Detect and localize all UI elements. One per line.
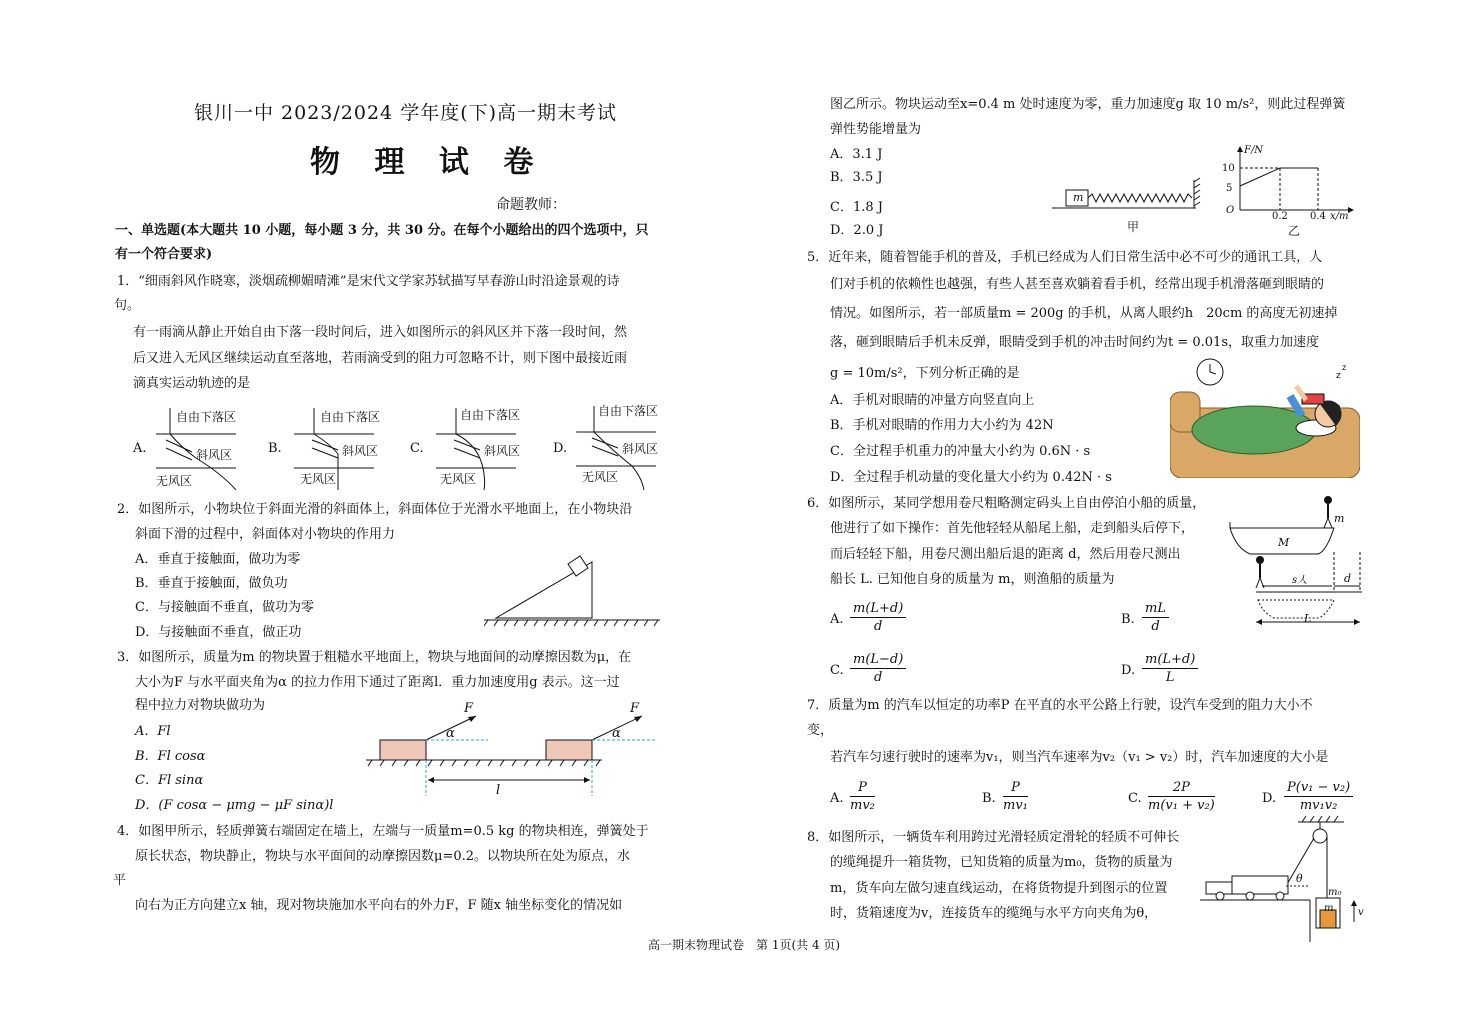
q8-m-label: m [1324,903,1334,914]
q6-boat-mass-label: M [1278,536,1290,549]
zone-nowind-label: 无风区 [156,474,193,488]
zone-free-label: 自由下落区 [320,410,381,424]
q3-line1: 3．如图所示，质量为m 的物块置于粗糙水平地面上，物块与地面间的动摩擦因数为μ，在 [117,650,632,665]
q4-line3: 平 [113,873,127,888]
zone-wind-label: 斜风区 [622,442,659,456]
q4-option-c: C．1.8 J [830,200,883,215]
q1-option-b-label: B. [268,441,282,456]
q7-option-d-denominator: mv₁v₂ [1299,798,1338,813]
q7-line2: 变， [807,723,834,738]
q5-line3: 情况。如图所示，若一部质量m = 200g 的手机，从离人眼约h 20cm 的高度无初速掉 [830,306,1338,321]
q6-option-b-fraction [1142,600,1169,635]
q2-line1: 2．如图所示，小物块位于斜面光滑的斜面体上，斜面体位于光滑水平地面上，在小物块沿 [117,502,633,517]
q3-distance-label: l [496,783,501,798]
q5-option-a: A．手机对眼睛的冲量方向竖直向上 [830,393,1035,408]
q2-incline-figure [484,548,664,628]
q3-alpha-label: α [446,726,455,741]
q6-option-d-fraction [1142,651,1198,686]
graph-y-axis-label: F/N [1244,145,1264,156]
page-footer: 高一期末物理试卷 第 1页(共 4 页) [648,938,841,952]
school-line: 银川一中 2023/2024 学年度(下)高一期末考试 [194,102,618,124]
q7-option-a-label: A. [830,791,844,806]
teacher-line: 命题教师： [496,197,566,213]
q1-line3: 有一雨滴从静止开始自由下落一段时间后，进入如图所示的斜风区并下落一段时间，然 [133,325,628,340]
q6-option-c-denominator: d [874,670,883,685]
q7-option-b-denominator: mv₁ [1003,798,1028,813]
q6-line4: 船长 L. 已知他自身的质量为 m，则渔船的质量为 [830,572,1115,587]
q1-line2: 句。 [114,298,141,313]
q5-line5: g = 10m/s²，下列分析正确的是 [830,366,1020,381]
q7-option-c-numerator: 2P [1148,779,1215,797]
q4-line1: 4．如图甲所示，轻质弹簧右端固定在墙上，左端与一质量m=0.5 kg 的物块相连，弹簧处于 [117,824,649,839]
section1-heading: 一、单选题(本大题共 10 小题，每小题 3 分，共 30 分。在每个小题给出的四个选项中，只 [115,223,649,238]
q1-line4: 后又进入无风区继续运动直至落地，若雨滴受到的阻力可忽略不计，则下图中最接近雨 [133,351,628,366]
q7-option-d-numerator: P(v₁ − v₂) [1284,779,1353,797]
q6-d-label: d [1344,572,1352,585]
zone-nowind-label: 无风区 [582,470,619,484]
q7-line3: 若汽车匀速行驶时的速率为v₁，则当汽车速率为v₂（v₁ > v₂）时，汽车加速度的大小是 [830,750,1329,765]
q7-option-a-numerator: P [850,779,875,797]
q3-option-d: D．(F cosα − μmg − μF sinα)l [135,798,334,813]
q8-theta-label: θ [1296,872,1303,885]
q1-line1: 1．“细雨斜风作晓寒，淡烟疏柳媚晴滩”是宋代文学家苏轼描写早春游山时沿途景观的诗 [117,274,620,289]
svg-text:z: z [1336,371,1341,381]
page-title: 物 理 试 卷 [310,145,546,180]
q3-option-b: B．Fl cosα [135,749,206,764]
q5-line4: 落，砸到眼睛后手机未反弹，眼睛受到手机的冲击时间约为t = 0.01s，取重力加速度 [830,335,1319,350]
q6-option-a-fraction [850,600,906,635]
q6-option-d-denominator: L [1165,670,1175,685]
q3-line2: 大小为F 与水平面夹角为α 的拉力作用下通过了距离l．重力加速度用g 表示。这一过 [135,675,620,690]
q1-line5: 滴真实运动轨迹的是 [133,376,251,391]
q5-line1: 5．近年来，随着智能手机的普及，手机已经成为人们日常生活中必不可少的通讯工具，人 [807,250,1323,265]
zone-free-label: 自由下落区 [460,408,521,422]
zone-nowind-label: 无风区 [440,472,477,486]
q4-yi-label: 乙 [1288,224,1301,238]
q6-line2: 他进行了如下操作：首先他轻轻从船尾上船，走到船头后停下， [830,521,1195,536]
q7-line1: 7．质量为m 的汽车以恒定的功率P 在平直的水平公路上行驶，设汽车受到的阻力大小不 [807,698,1313,713]
q1-figure-d [572,400,672,490]
q6-option-b-numerator: mL [1142,600,1169,618]
q6-option-a-label: A. [830,612,844,627]
q6-option-d-label: D. [1121,663,1136,678]
q6-option-b-denominator: d [1151,619,1160,634]
q4-line6: 弹性势能增量为 [830,122,922,137]
q7-option-d-label: D. [1262,791,1277,806]
q1-figure-a [152,404,242,490]
q1-figure-b [290,404,390,490]
graph-origin: O [1226,205,1235,216]
svg-text:z: z [1342,363,1347,372]
q5-option-d: D．全过程手机动量的变化量大小约为 0.42N · s [830,470,1112,485]
q3-line3: 程中拉力对物块做功为 [135,698,266,713]
q2-line2: 斜面下滑的过程中，斜面体对小物块的作用力 [135,527,396,542]
graph-tick-y5: 5 [1226,183,1233,194]
q3-force-label-2: F [630,701,640,716]
q6-option-a-denominator: d [874,619,883,634]
q6-option-b-label: B. [1121,612,1135,627]
q7-option-c-denominator: m(v₁ + v₂) [1148,798,1215,813]
q7-option-a-fraction [850,779,875,814]
zone-wind-label: 斜风区 [196,448,233,462]
q8-v-label: v [1358,907,1364,918]
q2-option-c: C．与接触面不垂直，做功为零 [135,600,314,615]
q7-option-d-fraction [1284,779,1353,814]
q3-option-a: A．Fl [135,724,171,739]
q4-line4: 向右为正方向建立x 轴，现对物块施加水平向右的外力F，F 随x 轴坐标变化的情况如 [135,898,623,913]
q1-option-d-label: D. [553,441,568,456]
q5-line2: 们对手机的依赖性也越强，有些人甚至喜欢躺着看手机，经常出现手机滑落砸到眼睛的 [830,277,1325,292]
q7-option-c-fraction [1148,779,1215,814]
zone-nowind-label: 无风区 [300,472,337,486]
q4-option-d: D．2.0 J [830,223,884,238]
q6-option-a-numerator: m(L+d) [850,600,906,618]
q2-option-b: B．垂直于接触面，做负功 [135,576,288,591]
q1-option-c-label: C. [410,441,424,456]
q4-option-b: B．3.5 J [830,170,883,185]
graph-tick-x04: 0.4 [1310,211,1326,222]
q3-option-c: C．Fl sinα [135,773,204,788]
zone-free-label: 自由下落区 [598,404,659,418]
q7-option-b-fraction [1003,779,1028,814]
q6-boat-figure [1222,492,1368,628]
q6-L-label: L [1304,612,1312,625]
q7-option-b-label: B. [982,791,996,806]
q8-line3: m，货车向左做匀速直线运动，在将货物提升到图示的位置 [830,881,1168,896]
q4-line2: 原长状态，物块静止，物块与水平面间的动摩擦因数μ=0.2。以物块所在处为原点，水 [135,849,631,864]
q3-alpha-label-2: α [612,726,621,741]
q6-option-d-numerator: m(L+d) [1142,651,1198,669]
zone-wind-label: 斜风区 [484,444,521,458]
q8-line2: 的缆绳提升一箱货物，已知货箱的质量为m₀，货物的质量为 [830,855,1173,870]
graph-x-axis-label: x/m [1330,211,1349,222]
q4-option-a: A．3.1 J [830,147,883,162]
q2-option-a: A．垂直于接触面，做功为零 [135,552,301,567]
q6-option-c-numerator: m(L−d) [850,651,906,669]
q4-jia-label: 甲 [1127,220,1140,234]
q7-option-a-denominator: mv₂ [850,798,875,813]
q6-line3: 而后轻轻下船，用卷尺测出船后退的距离 d，然后用卷尺测出 [830,547,1181,562]
q4-block-label: m [1073,191,1084,204]
q8-m0-label: m₀ [1328,887,1342,898]
q6-person-mass-label: m [1334,512,1345,525]
q6-line1: 6．如图所示，某同学想用卷尺粗略测定码头上自由停泊小船的质量， [807,496,1206,511]
q7-option-b-numerator: P [1003,779,1028,797]
q7-option-c-label: C. [1128,791,1142,806]
q8-line1: 8．如图所示，一辆货车利用跨过光滑轻质定滑轮的轻质不可伸长 [807,830,1180,845]
q6-s-label: s人 [1292,575,1308,586]
q8-line4: 时，货箱速度为v，连接货车的缆绳与水平方向夹角为θ， [830,906,1158,921]
graph-tick-x02: 0.2 [1272,211,1288,222]
q1-option-a-label: A. [133,441,147,456]
q3-force-label: F [464,701,474,716]
q6-option-c-label: C. [830,663,844,678]
q2-option-d: D．与接触面不垂直，做正功 [135,625,302,640]
q4-line5: 图乙所示。物块运动至x=0.4 m 处时速度为零，重力加速度g 取 10 m/s²，则此过程弹簧 [830,97,1346,112]
q4-figure-jia [1050,176,1210,236]
q5-option-b: B．手机对眼睛的作用力大小约为 42N [830,418,1054,433]
q6-option-c-fraction [850,651,906,686]
q5-option-c: C．全过程手机重力的冲量大小约为 0.6N · s [830,444,1091,459]
zone-free-label: 自由下落区 [176,410,237,424]
graph-tick-y10: 10 [1222,163,1235,174]
q8-truck-figure [1200,814,1370,944]
section1-heading-2: 有一个符合要求) [115,247,213,262]
zone-wind-label: 斜风区 [342,444,379,458]
q3-figure [366,700,666,800]
q5-phone-illustration [1170,356,1360,478]
q4-figure-yi [1222,142,1362,238]
q1-figure-c [432,404,532,490]
